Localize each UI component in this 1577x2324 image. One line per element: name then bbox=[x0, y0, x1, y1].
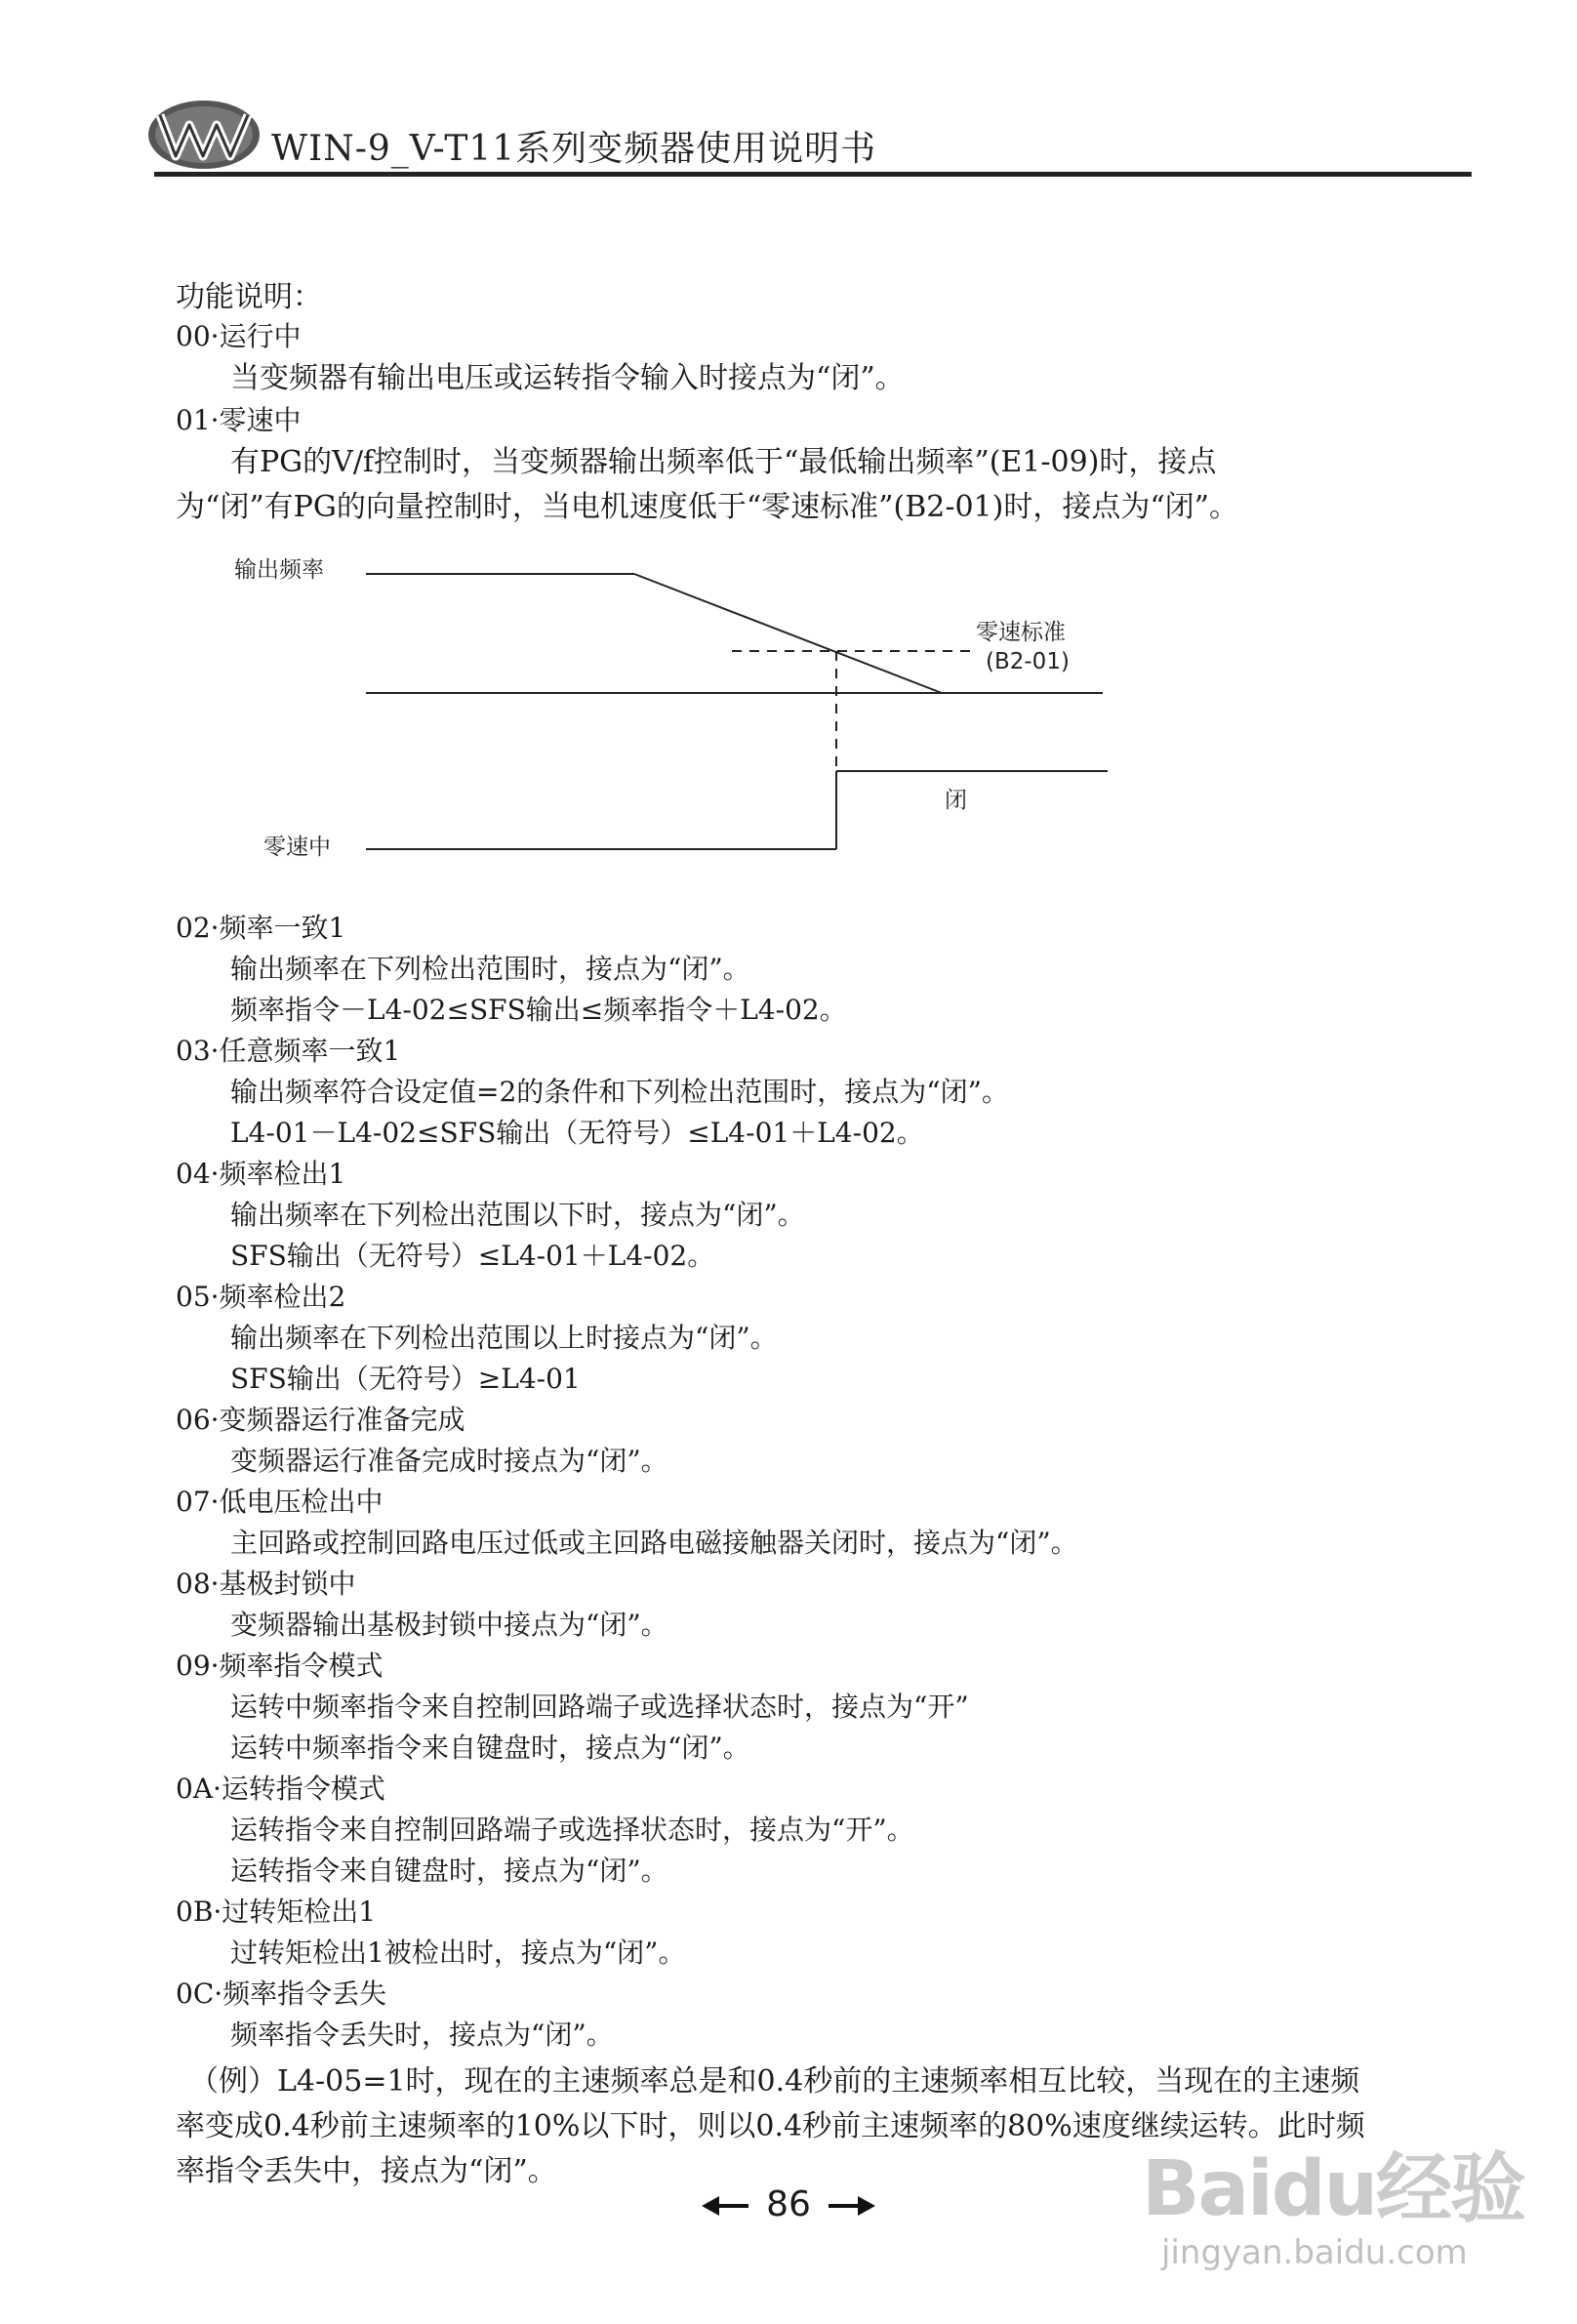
header-divider bbox=[154, 172, 1472, 177]
item-03-line: L4-01－L4-02≤SFS输出（无符号）≤L4-01＋L4-02。 bbox=[230, 1117, 924, 1149]
item-00-desc: 当变频器有输出电压或运转指令输入时接点为“闭”。 bbox=[230, 361, 905, 395]
item-01-line1: 有PG的V/f控制时，当变频器输出频率低于“最低输出频率”(E1-09)时，接点 bbox=[230, 445, 1217, 479]
item-02-line: 输出频率在下列检出范围时，接点为“闭”。 bbox=[230, 953, 750, 985]
zero-speed-timing-diagram bbox=[176, 542, 1132, 883]
item-06-title: 06·变频器运行准备完成 bbox=[176, 1404, 465, 1436]
item-04-line: 输出频率在下列检出范围以下时，接点为“闭”。 bbox=[230, 1199, 805, 1231]
item-05-title: 05·频率检出2 bbox=[176, 1281, 346, 1313]
page-header bbox=[146, 98, 1474, 176]
example-line3: 率指令丢失中，接点为“闭”。 bbox=[176, 2154, 557, 2188]
intro-section bbox=[176, 278, 1464, 530]
item-04-line: SFS输出（无符号）≤L4-01＋L4-02。 bbox=[230, 1240, 715, 1272]
item-0a-title: 0A·运转指令模式 bbox=[176, 1773, 385, 1805]
item-0c-title: 0C·频率指令丢失 bbox=[176, 1977, 387, 2010]
label-zero-speed-standard: 零速标准 bbox=[976, 620, 1066, 645]
item-01-line2: 为“闭”有PG的向量控制时，当电机速度低于“零速标准”(B2-01)时，接点为“闭”。 bbox=[176, 490, 1239, 524]
example-line1: （例）L4-05=1时，现在的主速频率总是和0.4秒前的主速频率相互比较，当现在的主速频 bbox=[189, 2064, 1360, 2099]
freq-decel-line bbox=[634, 574, 942, 693]
label-zero-speed: 零速中 bbox=[263, 835, 331, 860]
item-09-line: 运转中频率指令来自控制回路端子或选择状态时，接点为“开” bbox=[230, 1691, 969, 1723]
item-07-title: 07·低电压检出中 bbox=[176, 1486, 384, 1518]
item-04-title: 04·频率检出1 bbox=[176, 1158, 346, 1190]
item-07-line: 主回路或控制回路电压过低或主回路电磁接触器关闭时，接点为“闭”。 bbox=[230, 1527, 1078, 1559]
item-0a-line: 运转指令来自键盘时，接点为“闭”。 bbox=[230, 1855, 668, 1887]
item-08-line: 变频器输出基极封锁中接点为“闭”。 bbox=[230, 1609, 668, 1641]
document-title: WIN-9_V-T11系列变频器使用说明书 bbox=[271, 129, 877, 169]
item-06-line: 变频器运行准备完成时接点为“闭”。 bbox=[230, 1445, 668, 1477]
item-00-title: 00·运行中 bbox=[176, 320, 302, 352]
item-0a-line: 运转指令来自控制回路端子或选择状态时，接点为“开”。 bbox=[230, 1814, 914, 1846]
item-01-title: 01·零速中 bbox=[176, 404, 302, 436]
item-0c-line: 频率指令丢失时，接点为“闭”。 bbox=[230, 2018, 614, 2051]
item-05-line: SFS输出（无符号）≥L4-01 bbox=[230, 1363, 581, 1395]
right-arrow-icon bbox=[829, 2204, 871, 2208]
item-03-title: 03·任意频率一致1 bbox=[176, 1035, 401, 1067]
label-closed: 闭 bbox=[945, 788, 967, 813]
example-line2: 率变成0.4秒前主速频率的10%以下时，则以0.4秒前主速频率的80%速度继续运转。此时频 bbox=[176, 2109, 1365, 2143]
page-number-value: 86 bbox=[766, 2184, 811, 2224]
item-0b-title: 0B·过转矩检出1 bbox=[176, 1896, 377, 1928]
watermark bbox=[1142, 2128, 1552, 2294]
watermark-url: jingyan.baidu.com bbox=[1161, 2233, 1468, 2272]
item-09-line: 运转中频率指令来自键盘时，接点为“闭”。 bbox=[230, 1732, 750, 1764]
item-02-title: 02·频率一致1 bbox=[176, 912, 346, 944]
item-03-line: 输出频率符合设定值=2的条件和下列检出范围时，接点为“闭”。 bbox=[230, 1076, 1009, 1108]
item-05-line: 输出频率在下列检出范围以上时接点为“闭”。 bbox=[230, 1322, 778, 1354]
label-b2-01: (B2-01) bbox=[986, 649, 1070, 674]
section-heading: 功能说明： bbox=[176, 280, 322, 314]
left-arrow-icon bbox=[706, 2204, 748, 2208]
watermark-brand: Baidu经验 bbox=[1142, 2145, 1525, 2233]
ww-logo-icon bbox=[146, 98, 262, 172]
item-02-line: 频率指令－L4-02≤SFS输出≤频率指令＋L4-02。 bbox=[230, 994, 847, 1026]
item-0b-line: 过转矩检出1被检出时，接点为“闭”。 bbox=[230, 1937, 686, 1969]
function-list bbox=[176, 908, 1474, 2194]
item-09-title: 09·频率指令模式 bbox=[176, 1650, 384, 1682]
label-output-frequency: 输出频率 bbox=[234, 557, 324, 583]
item-08-title: 08·基极封锁中 bbox=[176, 1568, 356, 1600]
